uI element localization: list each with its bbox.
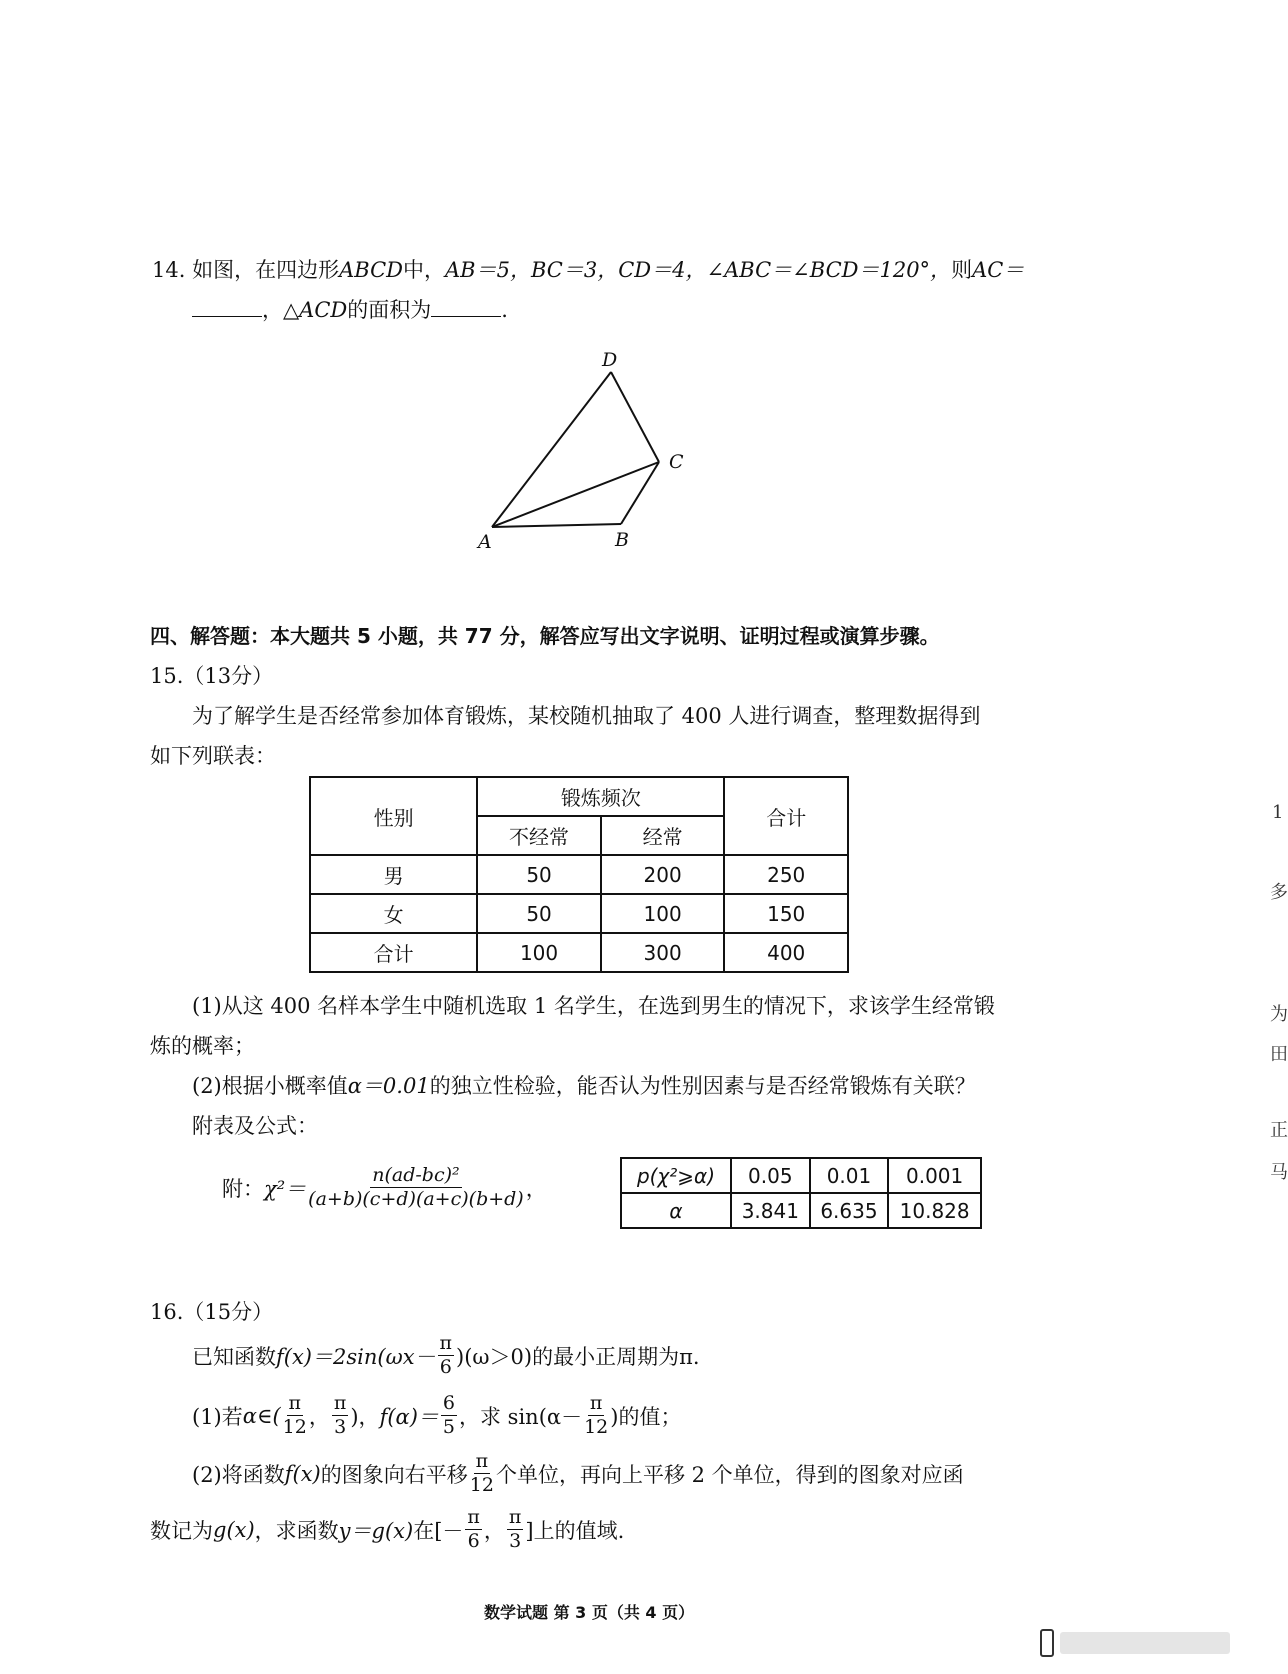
chi-square-formula [222,1166,547,1209]
q16-l4-comma: ， [483,1518,505,1543]
label-B: B [615,529,629,551]
q16-line1 [192,1334,700,1377]
q14-text-c: 则 [951,258,973,282]
answer-blank-2[interactable] [431,298,501,317]
formula-comma: ， [525,1176,547,1201]
q16-l4-y: y＝g(x) [338,1518,414,1543]
q15-part1-line2: 炼的概率； [150,1034,255,1058]
q15-intro-line1: 为了解学生是否经常参加体育锻炼，某校随机抽取了 400 人进行调查，整理数据得到 [192,704,981,728]
edge-DA [492,372,611,527]
frac-num: π [439,1332,453,1354]
q16-line3 [192,1452,964,1495]
critical-value-table [620,1157,982,1229]
q14-line2 [192,294,508,324]
edge-glyph: 为 [1270,1004,1288,1025]
pt-crit: 3.841 [731,1193,810,1228]
edge-AB [492,524,621,527]
q16-l2-c: )的值； [610,1404,682,1429]
cell-often: 100 [601,894,725,933]
q16-l2-a: (1)若 [192,1404,243,1429]
q14-quad: ABCD [339,258,403,282]
q14-angles: ∠ABC＝∠BCD＝120°， [706,258,952,282]
label-C: C [669,451,684,473]
q14-bc: BC＝3， [530,258,619,282]
frac-pi-3 [332,1394,349,1437]
q15-part2-b: 的独立性检验，能否认为性别因素与是否经常锻炼有关联？ [429,1074,976,1098]
q16-l2-close: )， [350,1404,380,1429]
table-row [310,855,848,894]
cell-not-often: 50 [477,894,601,933]
cell-not-often: 100 [477,933,601,972]
frac-den: 6 [467,1530,480,1552]
q15-part1-line1: (1)从这 400 名样本学生中随机选取 1 名学生，在选到男生的情况下，求该学生经常锻 [192,994,995,1018]
q14-end: . [501,298,508,322]
label-A: A [478,531,492,553]
pt-p: 0.01 [810,1158,889,1193]
edge-glyph: 多 [1270,882,1288,903]
cell-often: 300 [601,933,725,972]
frac-pi-12 [283,1394,307,1437]
frac-num: π [333,1392,347,1414]
frac-num: π [508,1506,522,1528]
pt-crit: 10.828 [888,1193,981,1228]
q16-l3-c: 个单位，再向上平移 2 个单位，得到的图象对应函 [495,1462,964,1487]
frac-den: 6 [439,1356,452,1378]
table-row [310,894,848,933]
q14-sep: ， [262,298,283,322]
edge-CD [611,372,659,462]
frac-den: 12 [584,1416,609,1438]
q16-l3-a: (2)将函数 [192,1462,285,1487]
th-gender: 性别 [310,777,477,855]
th-freq: 锻炼频次 [477,777,724,816]
q16-l2-in: α∈( [242,1403,281,1428]
label-D: D [602,349,618,371]
edge-BC [621,462,659,524]
q15-part2-a: (2)根据小概率值 [192,1074,348,1098]
q16-l1-b: )(ω＞0)的最小正周期为π. [456,1344,700,1369]
q16-l2-b: ，求 sin(α－ [459,1404,583,1429]
frac-pi-12c [470,1452,494,1495]
cell-total: 250 [724,855,848,894]
frac-den: 12 [469,1474,494,1496]
cell-not-often: 50 [477,855,601,894]
edge-glyph: 田 [1270,1044,1288,1065]
frac-num: 6 [442,1392,455,1414]
q16-l4-g: g(x) [213,1517,255,1542]
q16-l4-b: ，求函数 [254,1518,339,1543]
q16-line4 [150,1508,624,1551]
q16-l4-a: 数记为 [150,1518,213,1543]
frac-num: π [589,1392,603,1414]
frac-pi-6b [465,1508,482,1551]
table-row [310,933,848,972]
scroll-track[interactable] [1060,1632,1230,1654]
q16-number: 16.（15分） [150,1300,274,1324]
q15-intro-line2: 如下列联表： [150,744,276,768]
diagonal-AC [492,462,659,527]
frac-num: π [467,1506,480,1528]
q16-l2-f: f(α)＝ [379,1404,439,1429]
contingency-table [309,776,849,973]
q15-alpha: α＝0.01 [347,1074,430,1098]
q16-l3-f: f(x) [284,1461,321,1486]
frac-den: 5 [442,1416,455,1438]
page-footer: 数学试题 第 3 页（共 4 页） [484,1603,695,1622]
q16-l3-b: 的图象向右平移 [320,1462,468,1487]
edge-glyph: 马 [1270,1162,1288,1183]
pt-p: 0.001 [888,1158,981,1193]
q14-ac: AC＝ [972,258,1025,282]
frac-6-5 [441,1394,457,1437]
frac-den: 3 [334,1416,347,1438]
q14-number: 14. [152,258,186,282]
frac-pi-12b [584,1394,608,1437]
formula-prefix: 附： [222,1176,264,1201]
scroll-thumb[interactable] [1040,1629,1054,1657]
edge-glyph: 1 [1272,802,1284,823]
row-label: 合计 [310,933,477,972]
th-often: 经常 [601,816,725,855]
q16-l4-c: 在[－ [413,1518,464,1543]
cell-total: 150 [724,894,848,933]
formula-denominator: (a+b)(c+d)(a+c)(b+d) [308,1188,524,1210]
formula-chi: χ²＝ [264,1176,307,1201]
edge-glyph: 正 [1270,1120,1288,1141]
q14-text-b: 中， [403,258,445,282]
q14-tri: △ACD [283,298,348,322]
frac-den: 3 [509,1530,522,1552]
frac-pi-3b [507,1508,524,1551]
pt-alpha: α [621,1193,731,1228]
frac-den: 12 [282,1416,307,1438]
q15-number: 15.（13分） [150,664,274,688]
frac-num: π [288,1392,302,1414]
row-label: 男 [310,855,477,894]
pt-p: 0.05 [731,1158,810,1193]
pt-crit: 6.635 [810,1193,889,1228]
q14-text: 如图，在四边形 [192,258,340,282]
q16-l2-comma: ， [308,1404,330,1429]
q15-appendix: 附表及公式： [192,1114,318,1138]
th-total: 合计 [724,777,848,855]
cell-total: 400 [724,933,848,972]
viewer-scrollbar[interactable] [1040,1630,1240,1656]
q14-cd: CD＝4， [618,258,707,282]
q14-area-text: 的面积为 [347,298,432,322]
q16-l1-a: 已知函数 [192,1344,276,1369]
frac-pi-6 [438,1334,455,1377]
q16-l4-d: ]上的值域. [525,1518,625,1543]
q16-l1-f: f(x)＝2sin(ωx－ [276,1344,436,1369]
q16-line2 [192,1394,681,1437]
frac-num: π [475,1450,489,1472]
pt-header: p(χ²⩾α) [621,1158,731,1193]
cell-often: 200 [601,855,725,894]
row-label: 女 [310,894,477,933]
th-not-often: 不经常 [477,816,601,855]
formula-numerator: n(ad-bc)² [372,1164,460,1186]
q14-line1 [152,254,1024,284]
q14-ab: AB＝5， [445,258,531,282]
q15-part2 [192,1070,976,1100]
formula-fraction [308,1166,524,1209]
section-heading: 四、解答题：本大题共 5 小题，共 77 分，解答应写出文字说明、证明过程或演算步骤。 [150,624,940,648]
answer-blank-1[interactable] [192,298,262,317]
